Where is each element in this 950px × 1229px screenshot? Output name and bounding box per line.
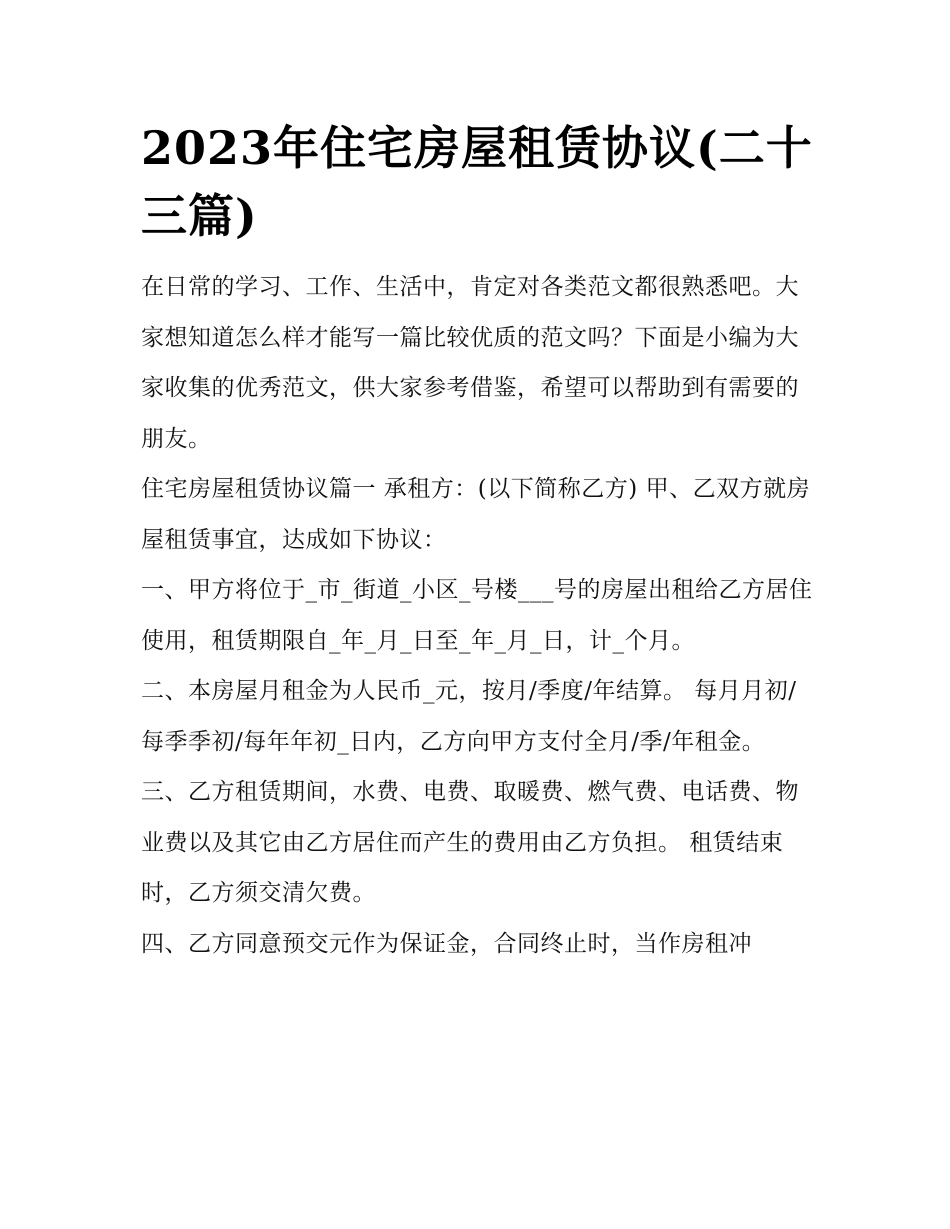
intro-paragraph: 在日常的学习、工作、生活中，肯定对各类范文都很熟悉吧。大家想知道怎么样才能写一篇比较优质的范文吗？下面是小编为大家收集的优秀范文，供大家参考借鉴，希望可以帮助到有需要的朋友。 [141, 274, 799, 452]
document-content [141, 114, 813, 969]
clause-4-paragraph: 四、乙方同意预交元作为保证金，合同终止时，当作房租冲 [141, 930, 752, 957]
clause-3-paragraph: 三、乙方租赁期间，水费、电费、取暖费、燃气费、电话费、物业费以及其它由乙方居住而产生的费用由乙方负担。 租赁结束时，乙方须交清欠费。 [141, 779, 799, 906]
document-body [141, 262, 813, 969]
clause-2-paragraph: 二、本房屋月租金为人民币_元，按月/季度/年结算。 每月月初/每季季初/每年年初_日内，乙方向甲方支付全月/季/年租金。 [141, 678, 797, 755]
document-title: 2023年住宅房屋租赁协议(二十三篇) [141, 121, 813, 243]
clause-1-paragraph: 一、甲方将位于_市_街道_小区_号楼___号的房屋出租给乙方居住使用，租赁期限自_年_月_日至_年_月_日，计_个月。 [141, 577, 813, 654]
agreement-header-paragraph: 住宅房屋租赁协议篇一 承租方：(以下简称乙方) 甲、乙双方就房屋租赁事宜，达成如下协议： [141, 476, 811, 553]
